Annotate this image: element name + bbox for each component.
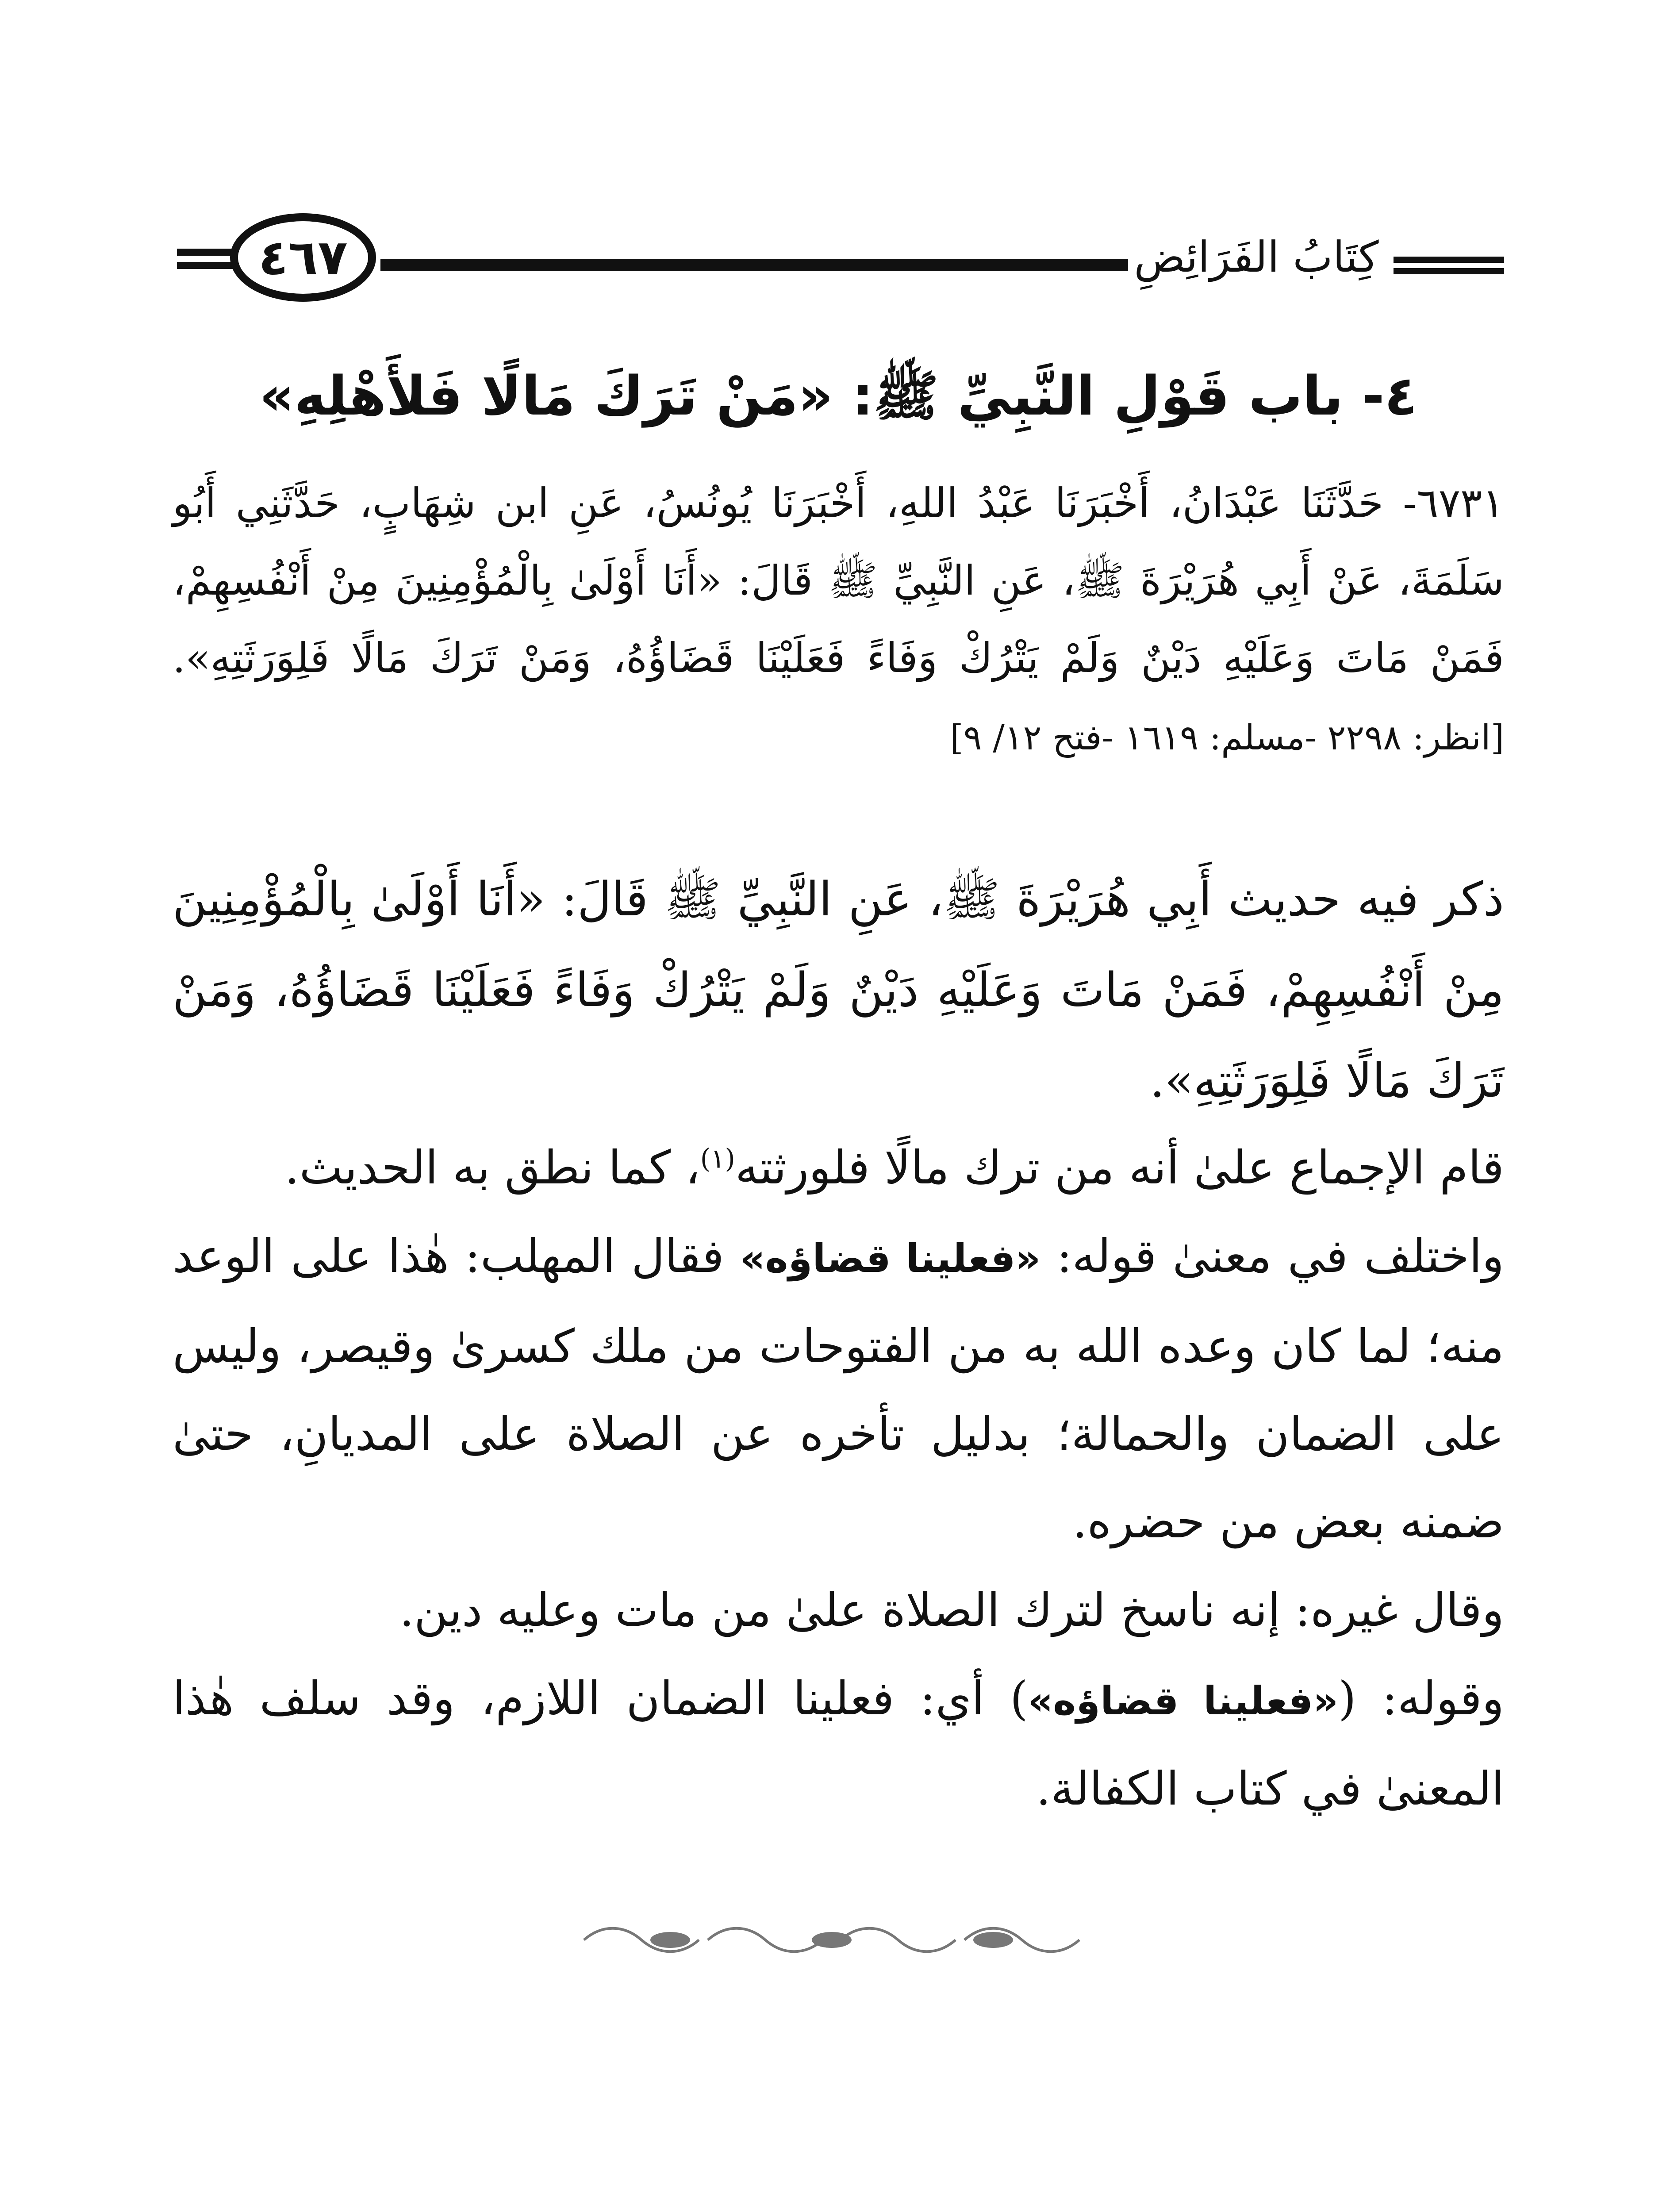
commentary-paragraph: [173, 1212, 1504, 1565]
commentary-paragraph: [173, 1124, 1504, 1211]
header-rule-middle: [380, 259, 1128, 271]
commentary-paragraph: وقال غيره: إنه ناسخ لترك الصلاة علىٰ من مات وعليه دين.: [399, 1583, 1504, 1637]
header-rule-right: [1394, 268, 1504, 274]
section-divider-ornament: [575, 1920, 1088, 1960]
page-number: ٤٦٧: [230, 213, 376, 302]
chapter-heading: ٤- باب قَوْلِ النَّبِيِّ ﷺ: «مَنْ تَرَكَ مَالًا فَلأَهْلِهِ»: [259, 365, 1417, 427]
paragraph-text: ، كما نطق به الحديث.: [284, 1141, 700, 1194]
hadith-body: ٦٧٣١- حَدَّثَنَا عَبْدَانُ، أَخْبَرَنَا عَبْدُ اللهِ، أَخْبَرَنَا يُونُسُ، عَنِ ابن شِهَابٍ، حَدَّثَنِي أَبُو سَلَمَةَ، عَنْ أَبِي هُرَيْرَةَ ﷺ، عَنِ النَّبِيِّ ﷺ قَالَ: «أَنَا أَوْلَىٰ بِالْمُؤْمِنِينَ مِنْ أَنْفُسِهِمْ، فَمَنْ مَاتَ وَعَلَيْهِ دَيْنٌ وَلَمْ يَتْرُكْ وَفَاءً فَعَلَيْنَا قَضَاؤُهُ، وَمَنْ تَرَكَ مَالًا فَلِوَرَثَتِهِ».: [173, 480, 1505, 682]
footnote-marker[interactable]: (١): [700, 1143, 735, 1175]
header-rule-right: [1394, 257, 1504, 263]
commentary-paragraph: [173, 1655, 1504, 1832]
paragraph-text: وقوله: (: [1338, 1671, 1504, 1725]
paragraph-text: فقال المهلب: هٰذا على الوعد منه؛ لما كان وعده الله به من الفتوحات من ملك كسرىٰ وقيصر، وليس على الضمان والحمالة؛ بدليل تأخره عن الصلاة على المديانِ، حتىٰ ضمنه بعض من حضره.: [173, 1229, 1504, 1548]
paragraph-text: واختلف في معنىٰ قوله:: [1040, 1229, 1504, 1283]
paragraph-text: قام الإجماع علىٰ أنه من ترك مالًا فلورثته: [735, 1141, 1504, 1194]
quoted-phrase: «فعلينا قضاؤه»: [1028, 1678, 1339, 1724]
hadith-text: [173, 465, 1504, 777]
hadith-reference: [انظر: ٢٢٩٨ -مسلم: ١٦١٩ -فتح ١٢/ ٩]: [950, 718, 1504, 758]
running-title: كِتَابُ الفَرَائِضِ: [1134, 232, 1379, 282]
quoted-phrase: «فعلينا قضاؤه»: [740, 1236, 1041, 1281]
commentary-paragraph: ذكر فيه حديث أَبِي هُرَيْرَةَ ﷺ، عَنِ النَّبِيِّ ﷺ قَالَ: «أَنَا أَوْلَىٰ بِالْمُؤْمِنِينَ مِنْ أَنْفُسِهِمْ، فَمَنْ مَاتَ وَعَلَيْهِ دَيْنٌ وَلَمْ يَتْرُكْ وَفَاءً فَعَلَيْنَا قَضَاؤُهُ، وَمَنْ تَرَكَ مَالًا فَلِوَرَثَتِهِ».: [173, 872, 1504, 1108]
paragraph-text: ) أي: فعلينا الضمان اللازم، وقد سلف هٰذا المعنىٰ في كتاب الكفالة.: [173, 1671, 1504, 1816]
